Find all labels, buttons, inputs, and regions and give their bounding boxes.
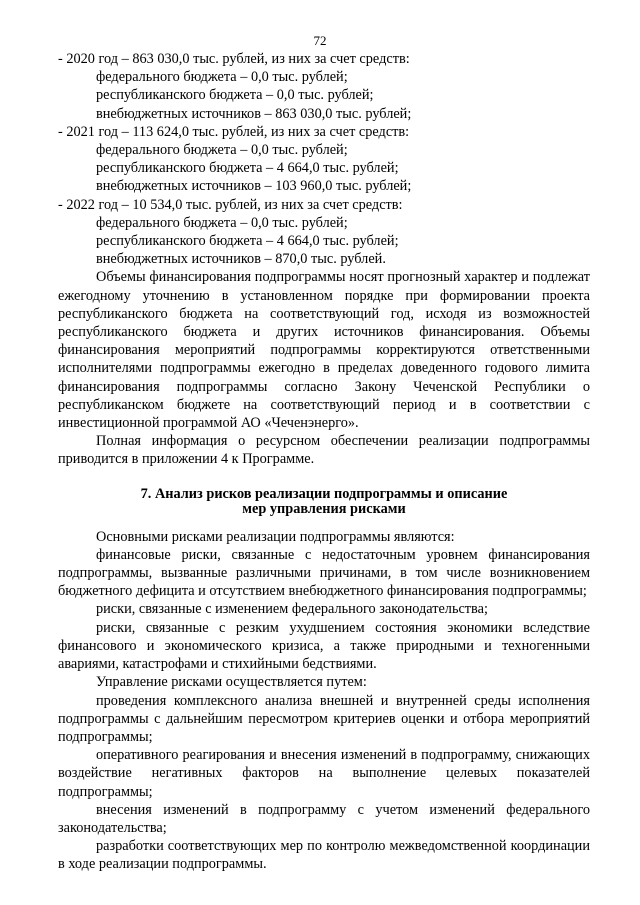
section-heading-line-1: 7. Анализ рисков реализации подпрограммы и описание <box>140 485 508 502</box>
funding-item-federal: федерального бюджета – 0,0 тыс. рублей; <box>96 214 348 231</box>
paragraph-resource-info: Полная информация о ресурсном обеспечении реализации подпрограммы приводится в приложении 4 к Программе. <box>58 433 590 468</box>
page-number: 72 <box>313 33 327 48</box>
paragraph-risk-legislation: риски, связанные с изменением федерального законодательства; <box>96 601 488 618</box>
funding-year-header: - 2021 год – 113 624,0 тыс. рублей, из них за счет средств: <box>58 123 410 140</box>
funding-year-header: - 2020 год – 863 030,0 тыс. рублей, из них за счет средств: <box>58 51 410 67</box>
funding-year-2022 <box>58 196 590 269</box>
paragraph-risks-intro: Основными рисками реализации подпрограммы являются: <box>96 528 455 545</box>
paragraph-management-coordination: разработки соответствующих мер по контролю межведомственной координации в ходе реализации подпрограммы. <box>58 838 590 873</box>
funding-item-federal: федерального бюджета – 0,0 тыс. рублей; <box>96 142 348 159</box>
paragraph-management-intro: Управление рисками осуществляется путем: <box>96 674 367 691</box>
paragraph-management-changes: внесения изменений в подпрограмму с учетом изменений федерального законодательства; <box>58 801 590 836</box>
funding-year-2020 <box>58 50 590 123</box>
paragraph-risk-financial: финансовые риски, связанные с недостаточным уровнем финансирования подпрограммы, вызванные различными причинами, в том числе возникновением бюджетного дефицита и отсутствием внебюджетного финансирования подпрограммы; <box>58 546 590 600</box>
section-heading <box>58 487 590 517</box>
paragraph-risk-economic: риски, связанные с резким ухудшением состояния экономики вследствие финансового и экономического кризиса, а также природными и техногенными авариями, катастрофами и стихийными бедствиями. <box>58 619 590 673</box>
funding-item-extrabudgetary: внебюджетных источников – 863 030,0 тыс. рублей; <box>96 105 412 122</box>
funding-item-extrabudgetary: внебюджетных источников – 103 960,0 тыс. рублей; <box>96 178 412 195</box>
paragraph-funding-volumes: Объемы финансирования подпрограммы носят прогнозный характер и подлежат ежегодному уточнению в установленном порядке при формировании проекта республиканского бюджета на соответствующий год, исходя из возможностей республиканского бюджета и других источников финансирования. Объемы финансирования мероприятий подпрограммы корректируются ответственными исполнителями подпрограммы ежегодно в пределах доведенного годового лимита финансирования подпрограммы согласно Закону Чеченской Республики о республиканском бюджете на соответствующий период и в соответствии с инвестиционной программой АО «Чеченэнерго». <box>58 269 590 432</box>
paragraph-management-analysis: проведения комплексного анализа внешней и внутренней среды исполнения подпрограммы с дальнейшим пересмотром критериев оценки и отбора мероприятий подпрограммы; <box>58 692 590 745</box>
paragraph-management-response: оперативного реагирования и внесения изменений в подпрограмму, снижающих воздействие негативных факторов на выполнение целевых показателей подпрограммы; <box>58 747 590 800</box>
funding-item-republican: республиканского бюджета – 0,0 тыс. рублей; <box>96 87 374 104</box>
section-heading-line-2: мер управления рисками <box>242 500 406 517</box>
page-content <box>58 50 590 874</box>
funding-item-republican: республиканского бюджета – 4 664,0 тыс. рублей; <box>96 160 399 177</box>
funding-item-republican: республиканского бюджета – 4 664,0 тыс. рублей; <box>96 233 399 250</box>
funding-year-header: - 2022 год – 10 534,0 тыс. рублей, из них за счет средств: <box>58 196 403 213</box>
funding-item-federal: федерального бюджета – 0,0 тыс. рублей; <box>96 69 348 86</box>
funding-year-2021 <box>58 123 590 196</box>
funding-item-extrabudgetary: внебюджетных источников – 870,0 тыс. рублей. <box>96 251 386 268</box>
